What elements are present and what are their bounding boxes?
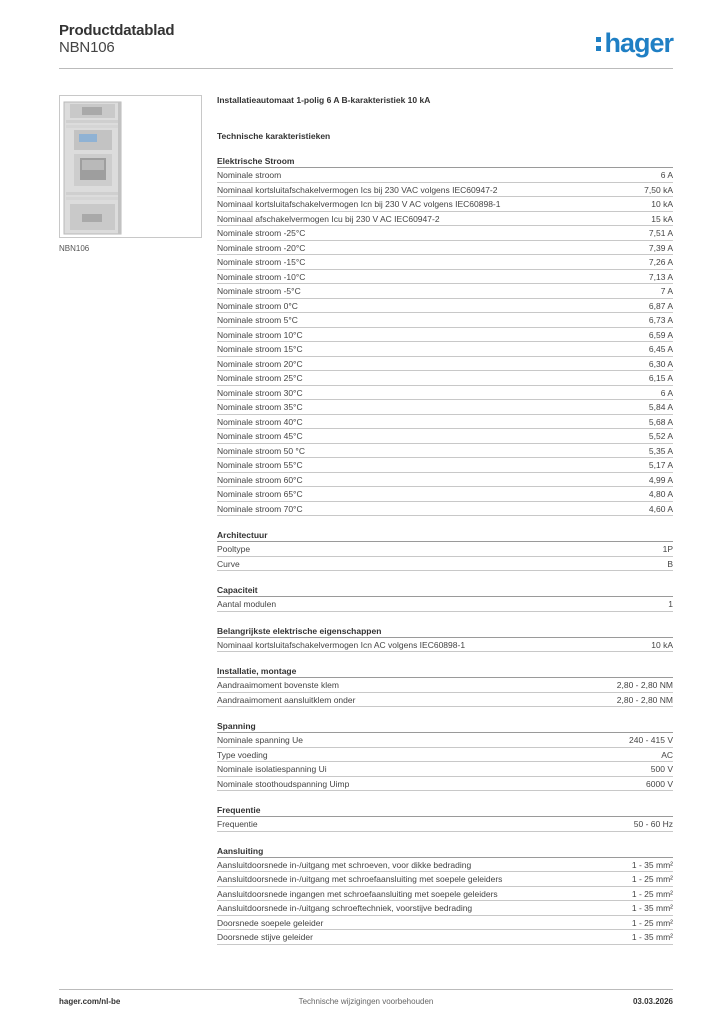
spec-value: 6 A	[660, 170, 673, 180]
spec-value: 6000 V	[646, 778, 673, 789]
spec-row	[217, 678, 673, 693]
header-divider	[59, 68, 673, 69]
spec-row	[217, 415, 673, 430]
section-title: Belangrijkste elektrische eigenschappen	[217, 625, 673, 638]
spec-row	[217, 197, 673, 212]
footer-notice: Technische wijzigingen voorbehouden	[298, 997, 434, 1006]
spec-value: 5,68 A	[648, 416, 673, 427]
spec-label: Nominaal kortsluitafschakelvermogen Icn bij 230 V AC volgens IEC60898-1	[217, 199, 501, 209]
spec-row	[217, 930, 673, 945]
spec-value: 1 - 25 mm²	[631, 917, 673, 928]
footer-date: 03.03.2026	[632, 997, 673, 1006]
section-title: Frequentie	[217, 804, 673, 817]
spec-value: 6,15 A	[648, 373, 673, 383]
section-title: Aansluiting	[217, 845, 673, 858]
spec-label: Nominale stroom 35°C	[217, 402, 303, 412]
spec-value: 4,60 A	[648, 503, 673, 514]
spec-value: 1 - 35 mm²	[631, 932, 673, 942]
spec-value: 500 V	[650, 764, 673, 774]
spec-row	[217, 270, 673, 285]
spec-value: 240 - 415 V	[629, 735, 673, 745]
spec-value: 6,73 A	[648, 315, 673, 325]
spec-row	[217, 858, 673, 873]
spec-value: 1 - 35 mm²	[631, 859, 673, 870]
spec-row	[217, 693, 673, 708]
spec-value: 7 A	[660, 286, 673, 296]
spec-label: Nominale stroom -5°C	[217, 286, 301, 296]
spec-row	[217, 872, 673, 887]
spec-value: 2,80 - 2,80 NM	[616, 680, 673, 690]
spec-value: 1P	[662, 544, 673, 554]
spec-value: 1 - 25 mm²	[631, 874, 673, 884]
spec-section	[217, 845, 673, 945]
logo-text: hager	[604, 28, 673, 58]
spec-row	[217, 473, 673, 488]
section-title: Elektrische Stroom	[217, 155, 673, 168]
spec-label: Aansluitdoorsnede in-/uitgang met schroefaansluiting met soepele geleiders	[217, 874, 503, 884]
spec-label: Nominale stroom -20°C	[217, 242, 306, 253]
spec-section	[217, 155, 673, 516]
spec-label: Nominale stroom 25°C	[217, 373, 303, 383]
spec-value: 2,80 - 2,80 NM	[616, 694, 673, 705]
spec-row	[217, 241, 673, 256]
spec-value: 6,59 A	[648, 329, 673, 340]
spec-value: 7,26 A	[648, 257, 673, 267]
spec-value: 1	[668, 599, 673, 609]
spec-row	[217, 400, 673, 415]
document-title: Productdatablad	[59, 22, 175, 39]
spec-label: Nominale stroom -15°C	[217, 257, 306, 267]
spec-value: 6 A	[660, 387, 673, 398]
spec-sections	[217, 155, 673, 945]
spec-label: Nominale stroom -10°C	[217, 271, 306, 282]
logo-dots-icon	[596, 34, 602, 54]
spec-row	[217, 168, 673, 183]
spec-row	[217, 557, 673, 572]
spec-label: Doorsnede stijve geleider	[217, 932, 313, 942]
spec-label: Aandraaimoment aansluitklem onder	[217, 694, 356, 705]
spec-label: Nominale stroom 30°C	[217, 387, 303, 398]
spec-value: 5,35 A	[648, 445, 673, 456]
spec-row	[217, 597, 673, 612]
spec-row	[217, 916, 673, 931]
spec-row	[217, 458, 673, 473]
spec-label: Aansluitdoorsnede in-/uitgang schroeftechniek, voorstijve bedrading	[217, 903, 473, 913]
spec-row	[217, 487, 673, 502]
spec-value: 7,50 kA	[644, 184, 673, 195]
spec-value: 6,87 A	[648, 300, 673, 311]
spec-row	[217, 212, 673, 227]
spec-row	[217, 748, 673, 763]
page-header	[59, 22, 673, 70]
spec-label: Doorsnede soepele geleider	[217, 917, 324, 928]
spec-value: 4,80 A	[648, 489, 673, 499]
spec-label: Nominale stroom 70°C	[217, 503, 303, 514]
spec-label: Nominale stroom 65°C	[217, 489, 303, 499]
page-footer	[59, 997, 673, 1011]
spec-row	[217, 777, 673, 792]
spec-row	[217, 371, 673, 386]
spec-label: Nominale stroom 5°C	[217, 315, 298, 325]
product-title: Installatieautomaat 1-polig 6 A B-karakteristiek 10 kA	[217, 95, 431, 105]
spec-row	[217, 444, 673, 459]
spec-value: 15 kA	[651, 213, 673, 224]
spec-section	[217, 625, 673, 653]
spec-row	[217, 901, 673, 916]
spec-row	[217, 357, 673, 372]
spec-label: Nominale spanning Ue	[217, 735, 303, 745]
spec-row	[217, 386, 673, 401]
image-caption: NBN106	[59, 244, 90, 253]
spec-section	[217, 720, 673, 791]
spec-label: Nominaal kortsluitafschakelvermogen Ics bij 230 VAC volgens IEC60947-2	[217, 184, 498, 195]
spec-value: 5,52 A	[648, 431, 673, 441]
spec-row	[217, 328, 673, 343]
spec-value: 5,17 A	[648, 460, 673, 470]
spec-label: Frequentie	[217, 819, 258, 829]
hager-logo	[596, 28, 673, 59]
spec-value: 6,30 A	[648, 358, 673, 369]
spec-row	[217, 733, 673, 748]
spec-row	[217, 284, 673, 299]
spec-label: Nominale stroom 0°C	[217, 300, 298, 311]
spec-label: Nominale stroom 20°C	[217, 358, 303, 369]
technical-heading: Technische karakteristieken	[217, 131, 331, 141]
spec-value: 5,84 A	[648, 402, 673, 412]
spec-value: 7,39 A	[648, 242, 673, 253]
spec-row	[217, 299, 673, 314]
spec-value: B	[667, 558, 673, 569]
footer-divider	[59, 989, 673, 990]
section-title: Spanning	[217, 720, 673, 733]
spec-label: Curve	[217, 558, 240, 569]
circuit-breaker-image	[60, 96, 201, 237]
spec-label: Nominale stroom 60°C	[217, 474, 303, 485]
product-image-frame	[59, 95, 202, 238]
spec-value: 7,51 A	[648, 228, 673, 238]
spec-section	[217, 529, 673, 571]
spec-content	[217, 94, 673, 945]
spec-row	[217, 638, 673, 653]
spec-label: Aandraaimoment bovenste klem	[217, 680, 339, 690]
spec-row	[217, 887, 673, 902]
spec-row	[217, 183, 673, 198]
spec-label: Type voeding	[217, 749, 268, 760]
spec-section	[217, 665, 673, 707]
spec-value: 7,13 A	[648, 271, 673, 282]
spec-row	[217, 255, 673, 270]
spec-value: 1 - 35 mm²	[631, 903, 673, 913]
spec-label: Nominale stroom 55°C	[217, 460, 303, 470]
section-title: Architectuur	[217, 529, 673, 542]
spec-label: Nominale stoothoudspanning Uimp	[217, 778, 350, 789]
spec-label: Nominale stroom -25°C	[217, 228, 306, 238]
spec-label: Pooltype	[217, 544, 251, 554]
spec-label: Nominaal afschakelvermogen Icu bij 230 V AC IEC60947-2	[217, 213, 440, 224]
section-title: Installatie, montage	[217, 665, 673, 678]
spec-label: Nominale stroom 10°C	[217, 329, 303, 340]
spec-row	[217, 429, 673, 444]
spec-value: 10 kA	[651, 199, 673, 209]
spec-value: 10 kA	[651, 639, 673, 650]
section-title: Capaciteit	[217, 584, 673, 597]
spec-label: Nominale stroom 45°C	[217, 431, 303, 441]
spec-label: Nominaal kortsluitafschakelvermogen Icn AC volgens IEC60898-1	[217, 639, 466, 650]
spec-row	[217, 817, 673, 832]
spec-value: 6,45 A	[648, 344, 673, 354]
spec-row	[217, 342, 673, 357]
spec-row	[217, 542, 673, 557]
spec-value: 4,99 A	[648, 474, 673, 485]
spec-row	[217, 226, 673, 241]
spec-section	[217, 584, 673, 612]
spec-row	[217, 502, 673, 517]
spec-value: 50 - 60 Hz	[633, 819, 673, 829]
spec-label: Nominale isolatiespanning Ui	[217, 764, 327, 774]
spec-label: Nominale stroom 50 °C	[217, 445, 305, 456]
spec-label: Nominale stroom 40°C	[217, 416, 303, 427]
spec-label: Aansluitdoorsnede ingangen met schroefaansluiting met soepele geleiders	[217, 888, 498, 899]
spec-label: Aansluitdoorsnede in-/uitgang met schroeven, voor dikke bedrading	[217, 859, 472, 870]
spec-label: Nominale stroom 15°C	[217, 344, 303, 354]
product-code: NBN106	[59, 39, 115, 56]
spec-label: Aantal modulen	[217, 599, 277, 609]
spec-label: Nominale stroom	[217, 170, 282, 180]
spec-value: 1 - 25 mm²	[631, 888, 673, 899]
spec-row	[217, 762, 673, 777]
spec-section	[217, 804, 673, 832]
spec-row	[217, 313, 673, 328]
spec-value: AC	[661, 749, 673, 760]
footer-website: hager.com/nl-be	[59, 997, 121, 1006]
